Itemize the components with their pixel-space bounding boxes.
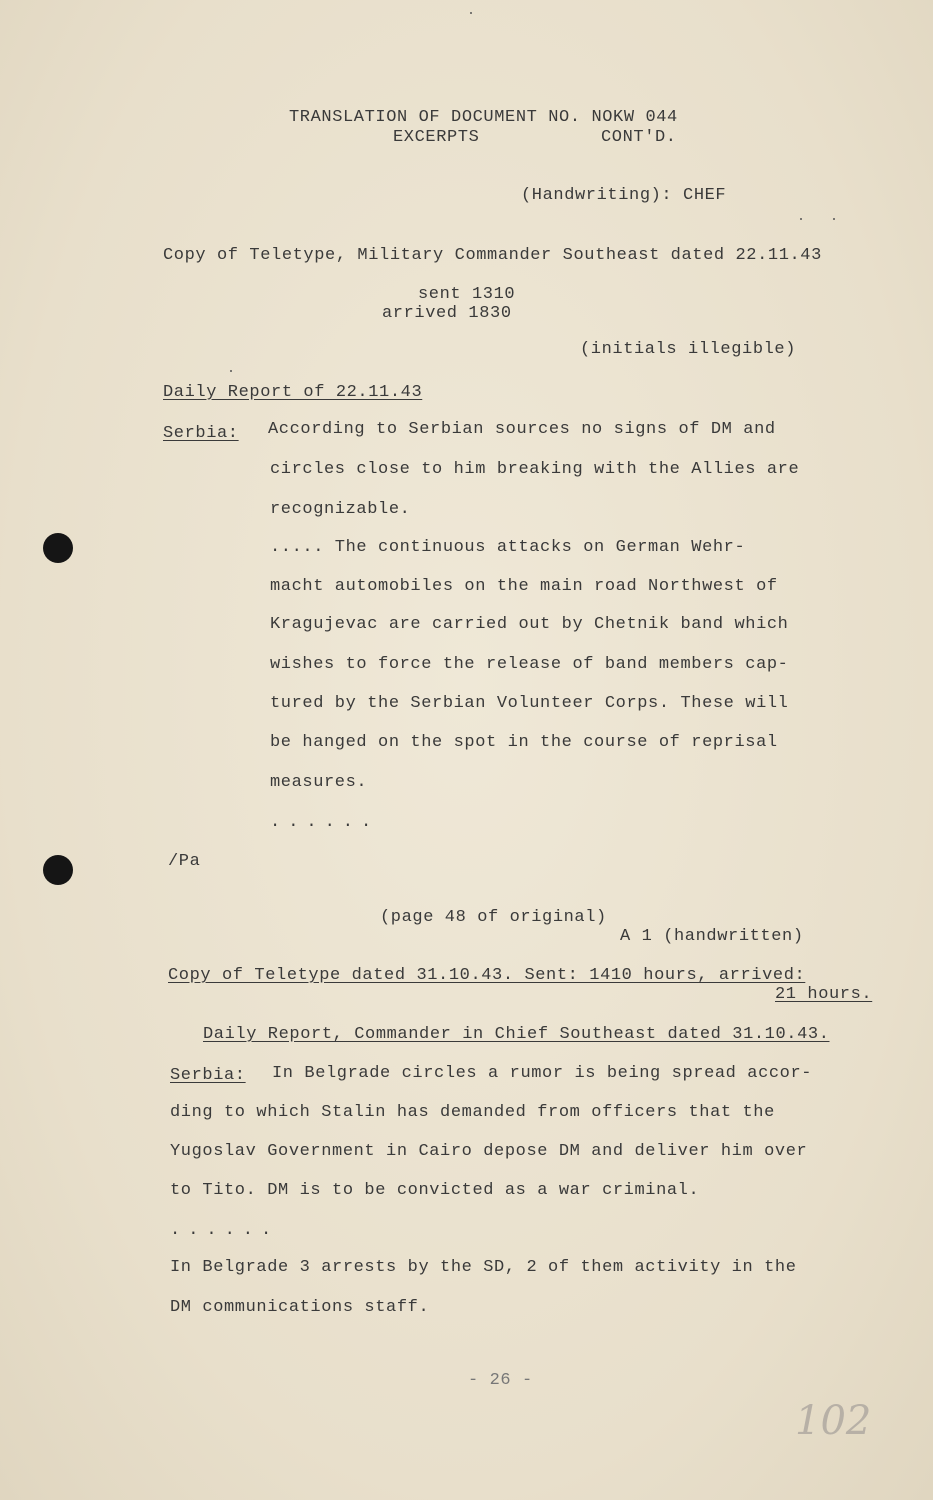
speck (230, 370, 232, 372)
arrived-time: arrived 1830 (382, 304, 512, 323)
body-line: ding to which Stalin has demanded from officers that the (170, 1103, 775, 1122)
body-line: In Belgrade circles a rumor is being spread accor- (272, 1064, 813, 1083)
body-line: measures. (270, 773, 368, 792)
body-line: Kragujevac are carried out by Chetnik band which (270, 615, 789, 634)
body-line: recognizable. (270, 500, 411, 519)
body-line: circles close to him breaking with the Allies are (270, 460, 800, 479)
punch-hole-upper (43, 533, 73, 563)
speck (470, 12, 472, 14)
ellipsis-dots: ...... (170, 1221, 280, 1240)
body-line: ..... The continuous attacks on German Wehr- (270, 538, 746, 557)
initials-note: (initials illegible) (580, 340, 797, 359)
serbia-label-2: Serbia: (170, 1066, 246, 1085)
speck (800, 218, 802, 220)
body-line: wishes to force the release of band members cap- (270, 655, 789, 674)
punch-hole-lower (43, 855, 73, 885)
daily-report-heading: Daily Report of 22.11.43 (163, 383, 423, 402)
page-number: - 26 - (468, 1371, 533, 1390)
body-line: According to Serbian sources no signs of DM and (268, 420, 776, 439)
serbia-label: Serbia: (163, 424, 239, 443)
document-title: TRANSLATION OF DOCUMENT NO. NOKW 044 (289, 108, 678, 127)
a1-note: A 1 (handwritten) (620, 927, 804, 946)
body-line: macht automobiles on the main road Northwest of (270, 577, 778, 596)
teletype-arrival-hours: 21 hours. (775, 985, 873, 1004)
speck (833, 218, 835, 220)
page-reference: (page 48 of original) (380, 908, 607, 927)
body-line: In Belgrade 3 arrests by the SD, 2 of them activity in the (170, 1258, 797, 1277)
handwriting-note: (Handwriting): CHEF (521, 186, 727, 205)
daily-report-heading-2: Daily Report, Commander in Chief Southeast dated 31.10.43. (203, 1025, 830, 1044)
teletype-copy-line-2: Copy of Teletype dated 31.10.43. Sent: 1410 hours, arrived: (168, 966, 806, 985)
body-line: be hanged on the spot in the course of reprisal (270, 733, 778, 752)
contd-label: CONT'D. (601, 128, 677, 147)
pa-reference: /Pa (168, 852, 201, 871)
handwritten-number: 102 (795, 1398, 872, 1444)
body-line: tured by the Serbian Volunteer Corps. These will (270, 694, 789, 713)
excerpts-label: EXCERPTS (393, 128, 480, 147)
body-line: DM communications staff. (170, 1298, 430, 1317)
sent-time: sent 1310 (418, 285, 516, 304)
ellipsis-dots: ...... (270, 813, 380, 832)
teletype-copy-line: Copy of Teletype, Military Commander Southeast dated 22.11.43 (163, 246, 822, 265)
body-line: to Tito. DM is to be convicted as a war criminal. (170, 1181, 700, 1200)
body-line: Yugoslav Government in Cairo depose DM and deliver him over (170, 1142, 808, 1161)
